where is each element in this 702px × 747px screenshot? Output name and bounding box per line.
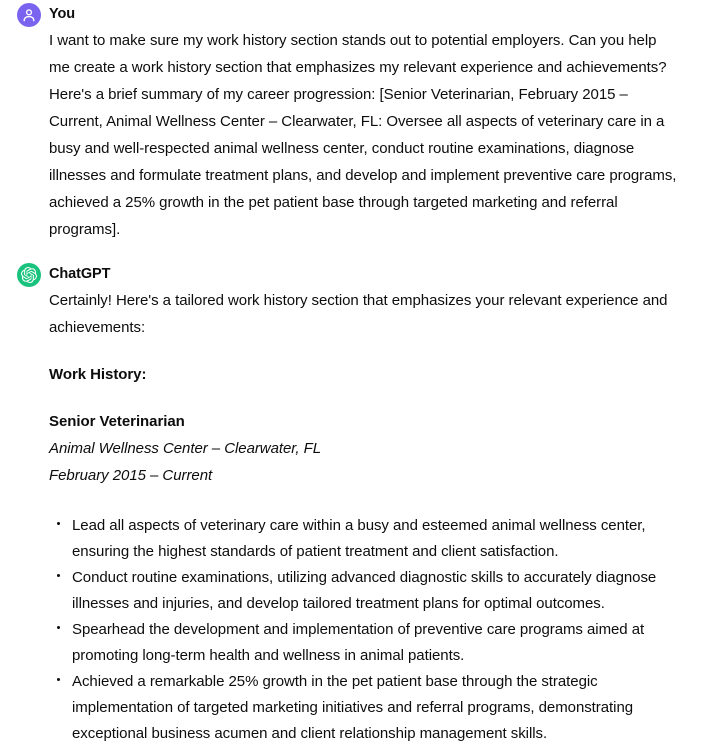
assistant-avatar	[17, 263, 41, 287]
assistant-message-turn	[0, 243, 702, 747]
spacer	[49, 489, 677, 513]
list-item: Achieved a remarkable 25% growth in the pet patient base through the strategic implementation of targeted marketing initiatives and referral programs, demonstrating exceptional business acumen and client relationship management skills.	[56, 669, 677, 747]
user-message-text: I want to make sure my work history section stands out to potential employers. Can you help me create a work history section that emphasizes my relevant experience and achievements? Here's a brief summary of my career progression: [Senior Veterinarian, February 2015 – Current, Animal Wellness Center – Clearwater, FL: Oversee all aspects of veterinary care in a busy and well-respected animal wellness center, conduct routine examinations, diagnose illnesses and formulate treatment plans, and develop and implement preventive care programs, achieved a 25% growth in the pet patient base through targeted marketing and referral programs].	[49, 32, 677, 238]
assistant-intro-text: Certainly! Here's a tailored work history section that emphasizes your relevant experience and achievements:	[49, 292, 668, 336]
spacer	[49, 388, 677, 408]
user-person-icon	[21, 7, 37, 23]
employment-dates: February 2015 – Current	[49, 467, 213, 484]
job-title: Senior Veterinarian	[49, 413, 185, 430]
openai-logo-icon	[21, 267, 37, 283]
user-avatar	[17, 3, 41, 27]
assistant-message-body	[49, 263, 677, 747]
user-message-turn	[0, 0, 702, 243]
user-author-name: You	[49, 6, 76, 22]
list-item: Lead all aspects of veterinary care within a busy and esteemed animal wellness center, ensuring the highest standards of patient treatment and client satisfaction.	[56, 513, 677, 565]
list-item: Spearhead the development and implementation of preventive care programs aimed at promoting long-term health and wellness in animal patients.	[56, 617, 677, 669]
employer-location: Animal Wellness Center – Clearwater, FL	[49, 440, 322, 457]
list-item: Conduct routine examinations, utilizing advanced diagnostic skills to accurately diagnose illnesses and injuries, and develop tailored treatment plans for optimal outcomes.	[56, 565, 677, 617]
assistant-author-name: ChatGPT	[49, 266, 111, 282]
work-history-heading: Work History:	[49, 366, 147, 383]
spacer	[49, 341, 677, 361]
achievements-list	[49, 513, 677, 747]
user-message-body	[49, 3, 677, 243]
